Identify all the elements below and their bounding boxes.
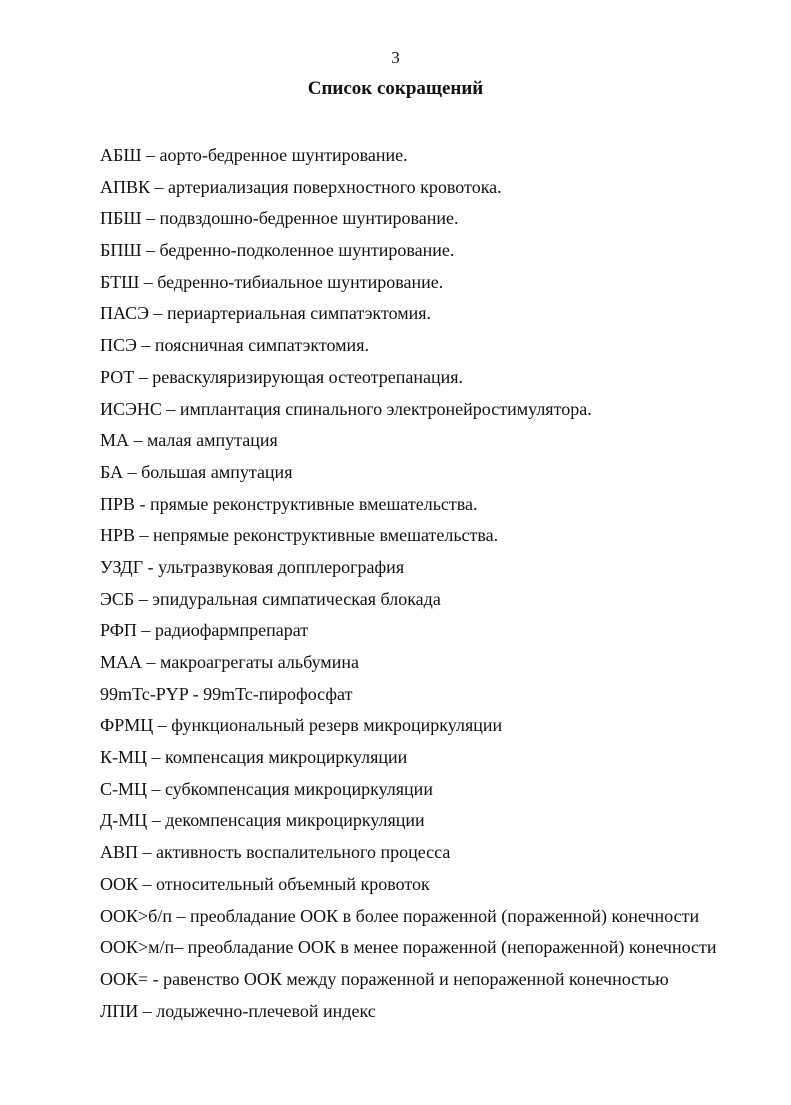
abbreviation-item: НРВ – непрямые реконструктивные вмешательства. (100, 525, 499, 546)
abbreviation-item: ЛПИ – лодыжечно-плечевой индекс (100, 1000, 376, 1021)
abbreviation-item: ПРВ - прямые реконструктивные вмешательства. (100, 493, 478, 514)
abbreviation-item: РФП – радиофармпрепарат (100, 620, 309, 641)
abbreviation-list (100, 142, 780, 1029)
abbreviation-item: Д-МЦ – декомпенсация микроциркуляции (100, 810, 425, 831)
abbreviation-item: ПБШ – подвздошно-бедренное шунтирование. (100, 208, 459, 229)
abbreviation-item: РОТ – реваскуляризирующая остеотрепанация. (100, 366, 464, 387)
abbreviation-item: БА – большая ампутация (100, 461, 293, 482)
abbreviation-item: ООК>б/п – преобладание ООК в более пораженной (пораженной) конечности (100, 905, 700, 926)
abbreviation-item: ООК – относительный объемный кровоток (100, 873, 430, 894)
page-number: 3 (391, 48, 400, 67)
page-title: Список сокращений (307, 78, 484, 99)
abbreviation-item: АВП – активность воспалительного процесса (100, 842, 451, 863)
abbreviation-item: ООК= - равенство ООК между пораженной и непораженной конечностью (100, 968, 669, 989)
abbreviation-item: К-МЦ – компенсация микроциркуляции (100, 747, 408, 768)
abbreviation-item: 99mTc-PYP - 99mTc-пирофосфат (100, 683, 353, 704)
abbreviation-item: АБШ – аорто-бедренное шунтирование. (100, 145, 408, 165)
abbreviation-item: ИСЭНС – имплантация спинального электронейростимулятора. (100, 398, 592, 419)
abbreviation-item: АПВК – артериализация поверхностного кровотока. (100, 176, 502, 197)
abbreviation-item: ЭСБ – эпидуральная симпатическая блокада (100, 588, 441, 609)
abbreviation-item: МА – малая ампутация (100, 430, 278, 451)
abbreviation-item: БПШ – бедренно-подколенное шунтирование. (100, 240, 455, 261)
abbreviation-item: ПСЭ – поясничная симпатэктомия. (100, 335, 369, 356)
abbreviation-item: МАА – макроагрегаты альбумина (100, 652, 359, 672)
abbreviation-item: БТШ – бедренно-тибиальное шунтирование. (100, 271, 444, 292)
abbreviation-item: С-МЦ – субкомпенсация микроциркуляции (100, 778, 433, 799)
abbreviation-item: УЗДГ - ультразвуковая допплерография (100, 556, 405, 577)
abbreviation-item: ПАСЭ – периартериальная симпатэктомия. (100, 303, 432, 324)
abbreviation-item: ФРМЦ – функциональный резерв микроциркуляции (100, 715, 503, 736)
abbreviation-item: ООК>м/п– преобладание ООК в менее пораженной (непораженной) конечности (100, 937, 717, 958)
